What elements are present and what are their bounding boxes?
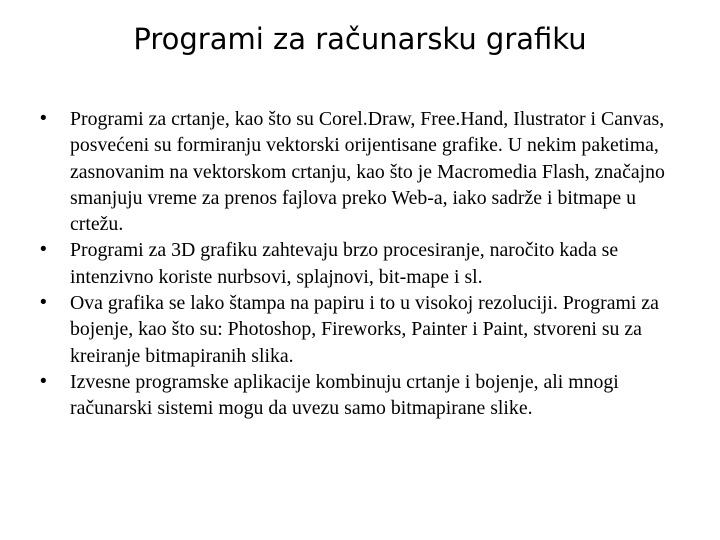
bullet-text: Izvesne programske aplikacije kombinuju crtanje i bojenje, ali mnogi računarski sistemi mogu da uvezu samo bitmapirane slike.: [70, 370, 619, 420]
bullet-list: [40, 106, 680, 422]
bullet-text: Ova grafika se lako štampa na papiru i to u visokoj rezoluciji. Programi za bojenje, kao što su: Photoshop, Fireworks, Painter i Paint, stvoreni su za kreiranje bitmapiranih slika.: [70, 292, 659, 367]
bullet-text: Programi za 3D grafiku zahtevaju brzo procesiranje, naročito kada se intenzivno koriste nurbsovi, splajnovi, bit-mape i sl.: [70, 239, 619, 288]
bullet-icon: •: [40, 239, 47, 261]
bullet-item: [40, 290, 680, 369]
bullet-item: [40, 369, 680, 422]
bullet-item: [40, 237, 680, 290]
bullet-item: [40, 106, 680, 237]
bullet-icon: •: [40, 108, 47, 129]
slide-title: Programi za računarsku grafiku: [133, 22, 587, 56]
bullet-icon: •: [40, 370, 47, 392]
bullet-icon: •: [40, 292, 47, 314]
bullet-text: Programi za crtanje, kao što su Corel.Draw, Free.Hand, Ilustrator i Canvas, posvećeni su formiranju vektorski orijentisane grafike. U nekim paketima, zasnovanim na vektorskom crtanju, kao što je Macromedia Flash, značajno smanjuju vreme za prenos fajlova preko Web-a, iako sadrže i bitmape u crtežu.: [70, 108, 665, 236]
